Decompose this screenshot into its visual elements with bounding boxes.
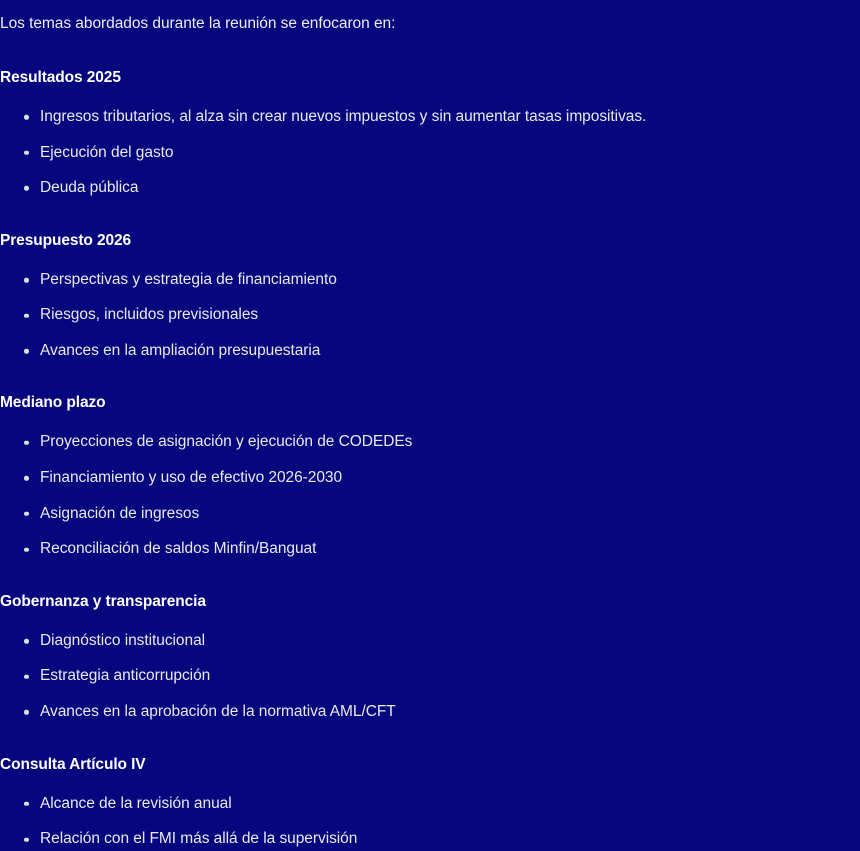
bullet-list	[0, 795, 860, 849]
bullet-dot-icon	[24, 802, 29, 807]
list-item-label: Relación con el FMI más allá de la supervisión	[40, 830, 358, 848]
bullet-dot-icon	[24, 512, 29, 517]
list-item	[0, 703, 860, 722]
bullet-dot-icon	[24, 837, 29, 842]
intro-paragraph: Los temas abordados durante la reunión se enfocaron en:	[0, 15, 396, 32]
list-item-label: Riesgos, incluidos previsionales	[40, 306, 259, 324]
bullet-dot-icon	[24, 441, 29, 446]
list-item	[0, 108, 860, 127]
section-gobernanza-y-transparencia	[0, 559, 860, 722]
section-mediano-plazo	[0, 360, 860, 558]
list-item-label: Estrategia anticorrupción	[40, 667, 211, 685]
bullet-dot-icon	[24, 710, 29, 715]
list-item	[0, 342, 860, 361]
bullet-dot-icon	[24, 278, 29, 283]
list-item	[0, 505, 860, 524]
section-heading: Gobernanza y transparencia	[0, 592, 206, 610]
section-presupuesto-2026	[0, 198, 860, 361]
list-item	[0, 271, 860, 290]
bullet-list	[0, 433, 860, 558]
list-item	[0, 433, 860, 452]
section-heading: Resultados 2025	[0, 68, 121, 86]
bullet-dot-icon	[24, 349, 29, 354]
list-item-label: Financiamiento y uso de efectivo 2026-2030	[40, 469, 343, 487]
list-item-label: Alcance de la revisión anual	[40, 794, 232, 812]
list-item-label: Reconciliación de saldos Minfin/Banguat	[40, 540, 317, 558]
bullet-list	[0, 632, 860, 722]
list-item	[0, 632, 860, 651]
bullet-list	[0, 271, 860, 361]
list-item-label: Deuda pública	[40, 179, 139, 197]
list-item-label: Diagnóstico institucional	[40, 631, 206, 649]
list-item-label: Perspectivas y estrategia de financiamiento	[40, 270, 337, 288]
list-item	[0, 795, 860, 814]
section-heading: Consulta Artículo IV	[0, 755, 146, 773]
section-resultados-2025	[0, 35, 860, 198]
list-item	[0, 540, 860, 559]
bullet-dot-icon	[24, 675, 29, 680]
list-item-label: Avances en la ampliación presupuestaria	[40, 341, 321, 359]
list-item	[0, 667, 860, 686]
list-item-label: Avances en la aprobación de la normativa AML/CFT	[40, 703, 396, 721]
bullet-dot-icon	[24, 151, 29, 156]
list-item	[0, 179, 860, 198]
list-item	[0, 830, 860, 849]
list-item	[0, 306, 860, 325]
list-item-label: Asignación de ingresos	[40, 504, 200, 522]
bullet-list	[0, 108, 860, 198]
bullet-dot-icon	[24, 313, 29, 318]
section-heading: Presupuesto 2026	[0, 231, 132, 249]
bullet-dot-icon	[24, 115, 29, 120]
list-item	[0, 144, 860, 163]
section-consulta-articulo-iv	[0, 722, 860, 849]
list-item	[0, 469, 860, 488]
list-item-label: Ejecución del gasto	[40, 143, 174, 161]
list-item-label: Ingresos tributarios, al alza sin crear nuevos impuestos y sin aumentar tasas impositivas.	[40, 107, 647, 125]
bullet-dot-icon	[24, 639, 29, 644]
list-item-label: Proyecciones de asignación y ejecución de CODEDEs	[40, 433, 413, 451]
bullet-dot-icon	[24, 547, 29, 552]
bullet-dot-icon	[24, 186, 29, 191]
bullet-dot-icon	[24, 476, 29, 481]
section-heading: Mediano plazo	[0, 394, 106, 412]
